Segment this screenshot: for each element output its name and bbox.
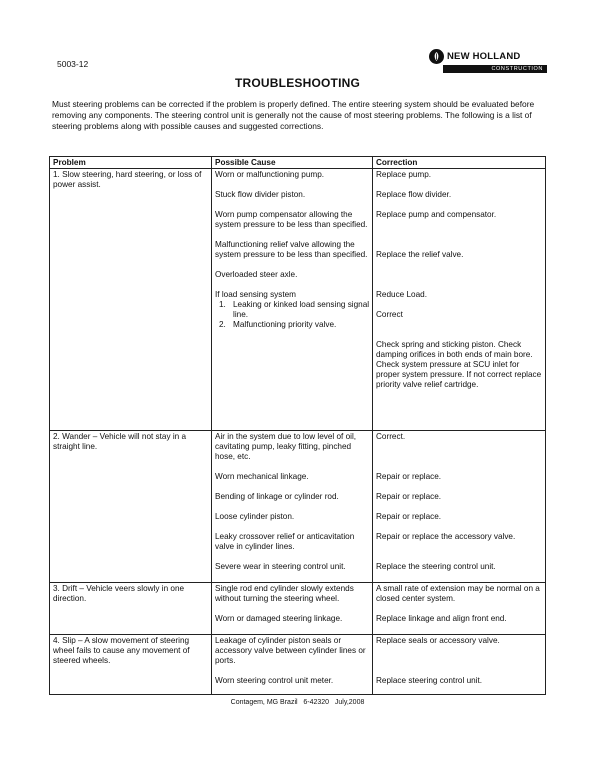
correction-text: Reduce Load. — [376, 290, 427, 299]
cause-text: Bending of linkage or cylinder rod. — [215, 492, 339, 501]
cause-text: Worn or damaged steering linkage. — [215, 614, 343, 623]
cause-text: Single rod end cylinder slowly extends without turning the steering wheel. — [215, 584, 354, 603]
cause-text: Leaky crossover relief or anticavitation valve in cylinder lines. — [215, 532, 355, 551]
problem-cell — [50, 583, 212, 635]
correction-text: Replace pump. — [376, 170, 432, 179]
list-number: 1. — [219, 300, 226, 309]
table-row — [50, 431, 546, 583]
table-header-row — [50, 157, 546, 169]
correction-cell — [373, 431, 546, 583]
cause-text: Leakage of cylinder piston seals or accessory valve between cylinder lines or ports. — [215, 636, 366, 665]
logo-subtitle: CONSTRUCTION — [443, 65, 547, 73]
correction-text: Replace flow divider. — [376, 190, 452, 199]
page-number: 5003-12 — [57, 59, 89, 69]
correction-cell — [373, 169, 546, 431]
cause-cell — [212, 169, 373, 431]
problem-cell — [50, 431, 212, 583]
cause-text: Air in the system due to low level of oil, cavitating pump, leaky fitting, pinched hose, etc. — [215, 432, 357, 461]
correction-cell — [373, 583, 546, 635]
correction-text: Repair or replace. — [376, 512, 442, 521]
intro-paragraph: Must steering problems can be corrected if the problem is properly defined. The entire steering system should be evaluated before removing any components. The steering control unit is generally not the cause of most steering problems. The following is a list of steering problems along with possible causes and suggested corrections. — [52, 99, 535, 131]
list-item-text: Malfunctioning priority valve. — [233, 320, 337, 329]
correction-text: Replace pump and compensator. — [376, 210, 497, 219]
cause-text: Worn or malfunctioning pump. — [215, 170, 325, 179]
page-footer: Contagem, MG Brazil 6-42320 July,2008 — [230, 699, 365, 706]
table-row — [50, 169, 546, 431]
header-correction: Correction — [373, 157, 546, 169]
correction-text: Replace the relief valve. — [376, 250, 464, 259]
correction-text: Replace the steering control unit. — [376, 562, 496, 571]
cause-text: If load sensing system — [215, 290, 297, 299]
correction-text: Replace steering control unit. — [376, 676, 483, 685]
table-row — [50, 583, 546, 635]
list-item — [215, 320, 370, 330]
page-title: TROUBLESHOOTING — [235, 76, 360, 90]
cause-text: Worn mechanical linkage. — [215, 472, 309, 481]
correction-text: Check spring and sticking piston. Check damping orifices in both ends of main bore. — [376, 340, 533, 359]
problem-text: 3. Drift – Vehicle veers slowly in one direction. — [53, 584, 185, 603]
cause-cell — [212, 431, 373, 583]
troubleshooting-table — [49, 156, 546, 695]
cause-text: Worn steering control unit meter. — [215, 676, 334, 685]
problem-cell — [50, 169, 212, 431]
cause-cell — [212, 583, 373, 635]
correction-text: Repair or replace. — [376, 472, 442, 481]
correction-text: Repair or replace the accessory valve. — [376, 532, 516, 541]
cause-text: Malfunctioning relief valve allowing the system pressure to be less than specified. — [215, 240, 368, 259]
new-holland-logo — [429, 48, 547, 75]
correction-text: Check system pressure at SCU inlet for proper system pressure. If not correct replace priority valve relief cartridge. — [376, 360, 542, 389]
header-problem: Problem — [50, 157, 212, 169]
correction-text: Replace linkage and align front end. — [376, 614, 507, 623]
cause-text: Severe wear in steering control unit. — [215, 562, 346, 571]
cause-cell — [212, 635, 373, 695]
problem-text: 2. Wander – Vehicle will not stay in a straight line. — [53, 432, 187, 451]
correction-text: Correct — [376, 310, 403, 319]
logo-top-row — [429, 48, 547, 64]
correction-text: Correct. — [376, 432, 406, 441]
leaf-emblem-icon — [429, 49, 444, 64]
list-item — [215, 300, 370, 320]
correction-text: Repair or replace. — [376, 492, 442, 501]
cause-text: Worn pump compensator allowing the system pressure to be less than specified. — [215, 210, 368, 229]
problem-text: 1. Slow steering, hard steering, or loss of power assist. — [53, 170, 202, 189]
cause-numbered-list — [215, 300, 370, 330]
problem-cell — [50, 635, 212, 695]
correction-cell — [373, 635, 546, 695]
correction-text: A small rate of extension may be normal on a closed center system. — [376, 584, 540, 603]
cause-text: Overloaded steer axle. — [215, 270, 298, 279]
correction-text: Replace seals or accessory valve. — [376, 636, 500, 645]
table-row — [50, 635, 546, 695]
list-number: 2. — [219, 320, 226, 329]
logo-brand: NEW HOLLAND — [447, 50, 521, 62]
header-possible-cause: Possible Cause — [212, 157, 373, 169]
cause-text: Loose cylinder piston. — [215, 512, 295, 521]
list-item-text: Leaking or kinked load sensing signal line. — [233, 300, 370, 319]
problem-text: 4. Slip – A slow movement of steering wheel fails to cause any movement of steered wheels. — [53, 636, 190, 665]
cause-text: Stuck flow divider piston. — [215, 190, 306, 199]
